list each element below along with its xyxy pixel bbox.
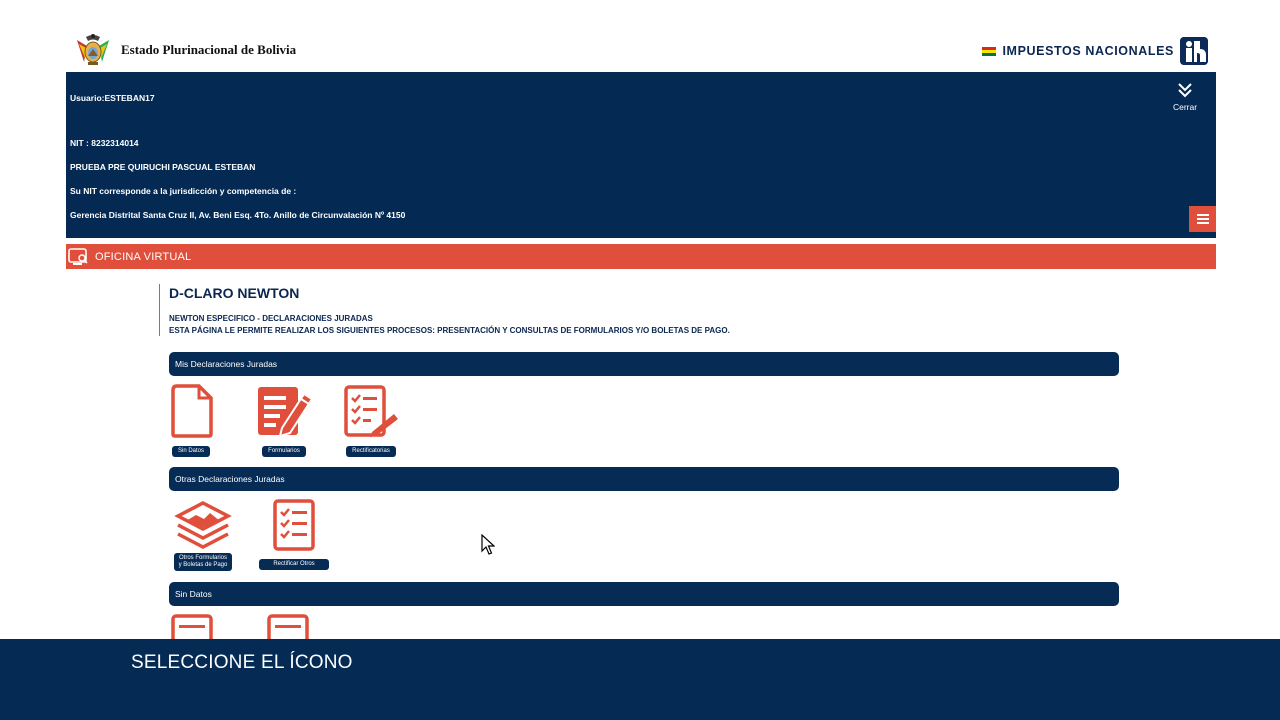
tile-rectificatorias[interactable] — [342, 384, 400, 457]
title-divider — [159, 284, 160, 336]
tile-sin-datos[interactable] — [168, 384, 214, 457]
caption-text: SELECCIONE EL ÍCONO — [131, 652, 353, 673]
checklist-icon — [272, 499, 316, 551]
jurisdiction-text: Su NIT corresponde a la jurisdicción y competencia de : — [70, 186, 297, 196]
page-description: ESTA PÁGINA LE PERMITE REALIZAR LOS SIGUIENTES PROCESOS: PRESENTACIÓN Y CONSULTAS DE FORMULARIOS Y/O BOLETAS DE PAGO. — [169, 326, 730, 335]
tile-label — [174, 553, 233, 571]
agency-brand — [982, 36, 1208, 66]
tile-formularios[interactable] — [254, 384, 314, 457]
oficina-virtual-bar — [66, 244, 1216, 269]
page-subtitle: NEWTON ESPECIFICO - DECLARACIONES JURADAS — [169, 314, 373, 323]
taxpayer-name-text: PRUEBA PRE QUIRUCHI PASCUAL ESTEBAN — [70, 162, 256, 172]
hamburger-icon — [1197, 214, 1209, 224]
brand-header — [0, 0, 1280, 72]
office-address-text: Gerencia Distrital Santa Cruz II, Av. Beni Esq. 4To. Anillo de Circunvalación Nº 4150 — [70, 210, 406, 220]
oficina-virtual-label: OFICINA VIRTUAL — [95, 250, 192, 263]
tile-otros-formularios[interactable] — [168, 499, 238, 571]
stacked-layers-icon — [174, 499, 232, 551]
close-label: Cerrar — [1172, 102, 1198, 112]
tile-label: Sin Datos — [172, 446, 210, 457]
tile-rectificar-otros[interactable] — [256, 499, 332, 570]
hamburger-menu-button[interactable] — [1189, 206, 1216, 232]
section-header-otras-declaraciones[interactable] — [169, 467, 1119, 491]
virtual-office-icon — [68, 248, 89, 266]
state-name: Estado Plurinacional de Bolivia — [121, 42, 297, 57]
right-spacer — [1216, 269, 1280, 459]
tile-label: Rectificar Otros — [259, 559, 328, 570]
bolivia-flag-icon — [982, 47, 996, 56]
nit-text: NIT : 8232314014 — [70, 138, 139, 148]
page-title: D-CLARO NEWTON — [169, 285, 300, 301]
section-title: Mis Declaraciones Juradas — [175, 359, 278, 369]
user-info-banner — [66, 72, 1216, 238]
section-header-mis-declaraciones[interactable] — [169, 352, 1119, 376]
close-button[interactable] — [1172, 82, 1198, 112]
edit-document-icon — [254, 384, 314, 438]
partial-document-icon[interactable] — [170, 614, 214, 639]
partial-checklist-icon[interactable] — [266, 614, 310, 639]
mouse-cursor-icon — [481, 534, 495, 556]
agency-name: IMPUESTOS NACIONALES — [1002, 44, 1174, 58]
bolivia-coat-of-arms-icon — [74, 32, 112, 68]
section-header-sin-datos[interactable] — [169, 582, 1119, 606]
tile-label-line1: Otros Formularios — [178, 555, 227, 561]
section-title: Otras Declaraciones Juradas — [175, 474, 285, 484]
double-chevron-down-icon — [1177, 82, 1193, 98]
blank-document-icon — [169, 384, 213, 438]
checklist-pencil-icon — [342, 384, 400, 438]
section-title: Sin Datos — [175, 589, 212, 599]
tile-label: Rectificatorias — [346, 446, 396, 457]
tile-label-line2: y Boletas de Pago — [178, 562, 228, 568]
username-text: Usuario:ESTEBAN17 — [70, 93, 155, 103]
impuestos-logo-icon — [1180, 37, 1208, 65]
instruction-caption — [0, 639, 1280, 720]
tile-label: Formularios — [262, 446, 306, 457]
